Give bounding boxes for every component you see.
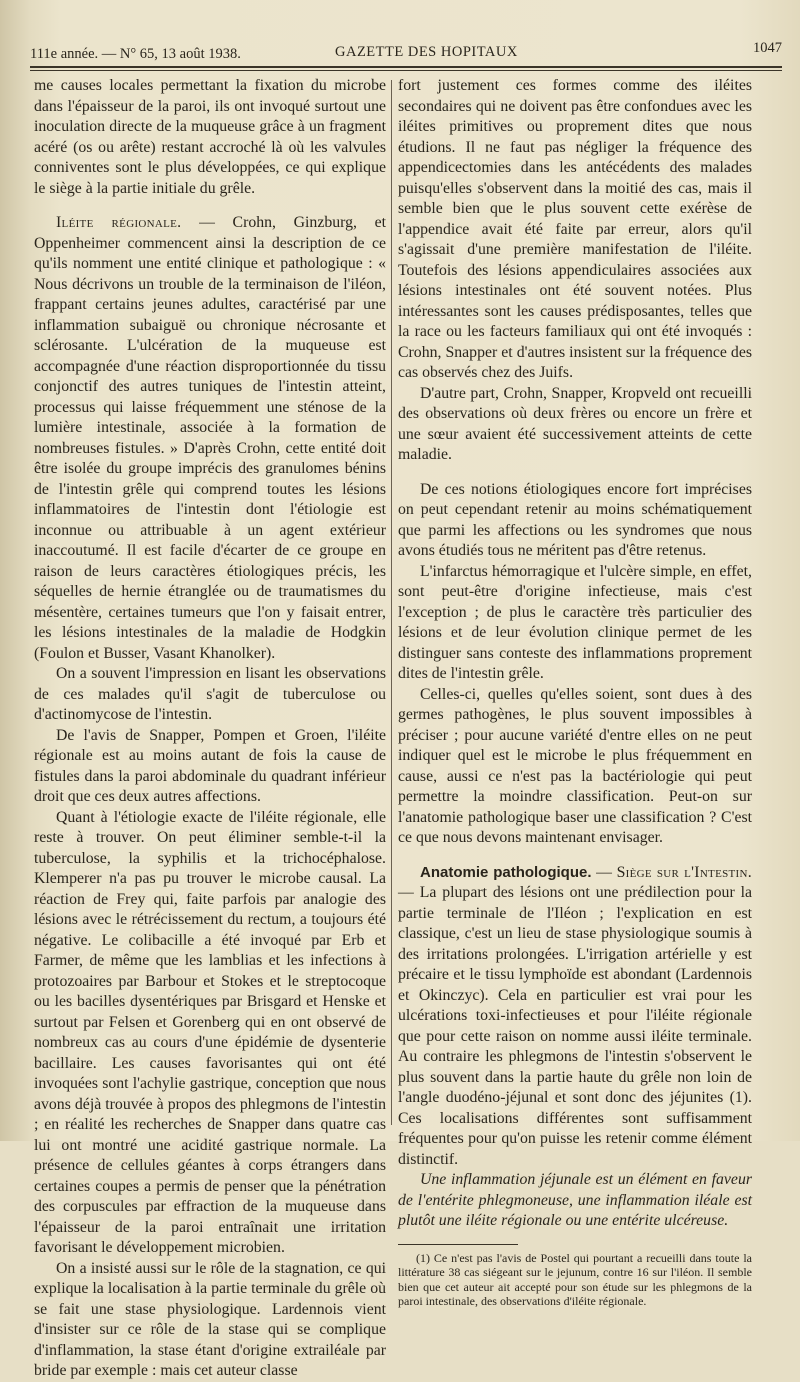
- section-heading: Anatomie pathologique.: [420, 863, 592, 881]
- journal-title: GAZETTE DES HOPITAUX: [335, 44, 518, 60]
- paragraph: me causes locales permettant la fixation du microbe dans l'épaisseur de la paroi, ils ont invoqué surtout une inoculation directe de la muqueuse grâce à un fragment acéré (os ou arête) restant accroché là où les valvules conniventes sont le plus développées, ce qui explique le siège à la partie initiale du grêle.: [34, 77, 386, 197]
- paragraph: L'infarctus hémorragique et l'ulcère simple, en effet, sont peut-être d'origine infectieuse, mais c'est l'exception ; de plus le caractère très particulier des lésions et de leur évolution clinique permet de les distinguer sans conteste des inflammations proprement dites de l'intestin grêle.: [398, 562, 752, 682]
- left-column: [34, 76, 386, 1382]
- right-column: [398, 76, 752, 1309]
- issue-info: 111e année. — N° 65, 13 août 1938.: [30, 46, 241, 62]
- footnote: [398, 1251, 752, 1309]
- heading-dash: —: [591, 863, 617, 881]
- section-heading: Iléite régionale.: [56, 214, 182, 231]
- paragraph: Celles-ci, quelles qu'elles soient, sont dues à des germes pathogènes, le plus souvent impossibles à préciser ; pour aucune variété d'entre elles on ne peut indiquer quel est le microbe le plus fréquemment en cause, aussi ce n'est pas la bactériologie qui peut permettre la moindre classification. Peut-on sur l'anatomie pathologique baser une classification ? C'est ce que nous devons maintenant envisager.: [398, 685, 752, 846]
- paragraph-italic: Une inflammation jéjunale est un élément en faveur de l'entérite phlegmoneuse, une inflammation iléale est plutôt une iléite régionale ou une entérite ulcéreuse.: [398, 1171, 752, 1229]
- page-header: [30, 40, 782, 66]
- paragraph-anatomie-pathologique: [398, 863, 752, 1171]
- paragraph: D'autre part, Crohn, Snapper, Kropveld ont recueilli des observations où deux frères ou encore un frère et une sœur avaient été successivement atteints de cette maladie.: [398, 384, 752, 463]
- page-number: 1047: [753, 40, 782, 56]
- header-rule-thin: [30, 70, 782, 71]
- paragraph: De ces notions étiologiques encore fort imprécises on peut cependant retenir au moins schématiquement que parmi les affections ou les syndromes que nous avons étudiés tous ne méritent pas d'être retenus.: [398, 480, 752, 559]
- paragraph: On a souvent l'impression en lisant les observations de ces malades qu'il s'agit de tuberculose ou d'actinomycose de l'intestin.: [34, 665, 386, 723]
- column-divider: [391, 80, 392, 1125]
- footnote-rule: [398, 1244, 518, 1245]
- paragraph: On a insisté aussi sur le rôle de la stagnation, ce qui explique la localisation à la partie terminale du grêle où se fait une stase physiologique. Lardennois vient d'insister sur ce rôle de la stase qui se complique d'inflammation, la stase étant d'origine extrailéale par bride par exemple : mais cet auteur classe: [34, 1259, 386, 1379]
- paragraph: fort justement ces formes comme des iléites secondaires qui ne doivent pas être confondues avec les iléites primitives ou proprement dites que nous étudions. Il ne faut pas négliger la fréquence des appendicectomies dans les antécédents des malades puisqu'elles s'observent dans la moitié des cas, mais il semble bien que le plus souvent cette exérèse de l'appendice avait été faite par erreur, alors qu'il s'agissait d'une première manifestation de l'iléite. Toutefois des lésions appendiculaires associées aux lésions intestinales ont été souvent notées. Plus intéressantes sont les causes prédisposantes, telles que la race ou les facteurs familiaux qui ont été invoqués : Crohn, Snapper et d'autres insistent sur la fréquence des cas observés chez des Juifs.: [398, 77, 752, 381]
- paragraph-text: — La plupart des lésions ont une prédilection pour la partie terminale de l'Iléon ; l'explication en est classique, c'est un lieu de stase physiologique soumis à des irritations prolongées. L'irrigation artérielle y est précaire et le tissu lymphoïde est abondant (Lardennois et Okinczyc). Cela en particulier est vrai pour les ulcérations toxi-infectieuses et pour l'iléite régionale que pour cette raison on nomme aussi iléite terminale. Au contraire les phlegmons de l'intestin s'observent le plus souvent dans la partie haute du grêle non loin de l'angle duodéno-jéjunal et sont donc des jéjunites (1). Ces localisations différentes sont suffisamment fréquentes pour qu'on puisse les retenir comme élément distinctif.: [398, 884, 752, 1168]
- paragraph-ileite-regionale: [34, 213, 386, 664]
- subsection-heading: Siège sur l'Intestin.: [616, 863, 752, 881]
- paragraph: De l'avis de Snapper, Pompen et Groen, l'iléite régionale est au moins autant de fois la cause de fistules dans la paroi abdominale du quadrant inférieur droit que ces deux autres affections.: [34, 726, 386, 805]
- paragraph-text: — Crohn, Ginzburg, et Oppenheimer commencent ainsi la description de ce qu'ils nomment une entité clinique et pathologique : « Nous décrivons un trouble de la terminaison de l'iléon, frappant certains jeunes adultes, caractérisé par une inflammation subaiguë ou chronique nécrosante et sclérosante. L'ulcération de la muqueuse est accompagnée d'une réaction disproportionnée du tissu conjonctif des autres tuniques de l'intestin atteint, processus qui laisse fréquemment une sténose de la lumière intestinale, associée à la formation de nombreuses fistules. » D'après Crohn, cette entité doit être isolée du groupe imprécis des granulomes bénins de l'intestin grêle qui comprend toutes les lésions inflammatoires de l'intestin dont l'étiologie est inconnue ou attribuable à un agent extérieur inaccoutumé. Il est facile d'écarter de ce groupe en raison de leurs caractères étiologiques précis, les séquelles de hernie étranglée ou de traumatismes du mésentère, certaines tumeurs que l'on y faisait entrer, les lésions intestinales de la maladie de Hodgkin (Foulon et Busser, Vasant Khanolker).: [34, 214, 386, 662]
- paragraph: Quant à l'étiologie exacte de l'iléite régionale, elle reste à trouver. On peut éliminer semble-t-il la tuberculose, la syphilis et la trichocéphalose. Klemperer n'a pas pu trouver le microbe causal. La réaction de Frey qui, faite parfois par analogie des lésions avec le rétrécissement du rectum, a toujours été négative. Le colibacille a été invoqué par Erb et Farmer, de même que les lamblias et les infections à protozoaires par Barbour et Stokes et le streptocoque ou les bacilles dysentériques par Brisgard et Henske et surtout par Felsen et Gorenberg qui en ont observé de nombreux cas au cours d'une épidémie de dysenterie bacillaire. Les causes favorisantes qui ont été invoquées sont l'achylie gastrique, conception que nous avons déjà trouvée à propos des phlegmons de l'intestin ; en réalité les recherches de Snapper dans quatre cas lui ont montré une acidité gastrique normale. La présence de cellules géantes à corps étrangers dans certaines coupes a permis de penser que la pénétration des corpuscules par effraction de la muqueuse dans l'épaisseur de la paroi entraînait une irritation favorisant le développement microbien.: [34, 808, 386, 1256]
- footnote-text: (1) Ce n'est pas l'avis de Postel qui pourtant a recueilli dans toute la littérature 38 cas siégeant sur le jejunum, contre 16 sur l'iléon. Il semble bien que cet auteur ait accepté pour son étude sur les phlegmons de la paroi intestinale, des observations d'iléite régionale.: [398, 1250, 752, 1308]
- header-rule-thick: [30, 66, 782, 68]
